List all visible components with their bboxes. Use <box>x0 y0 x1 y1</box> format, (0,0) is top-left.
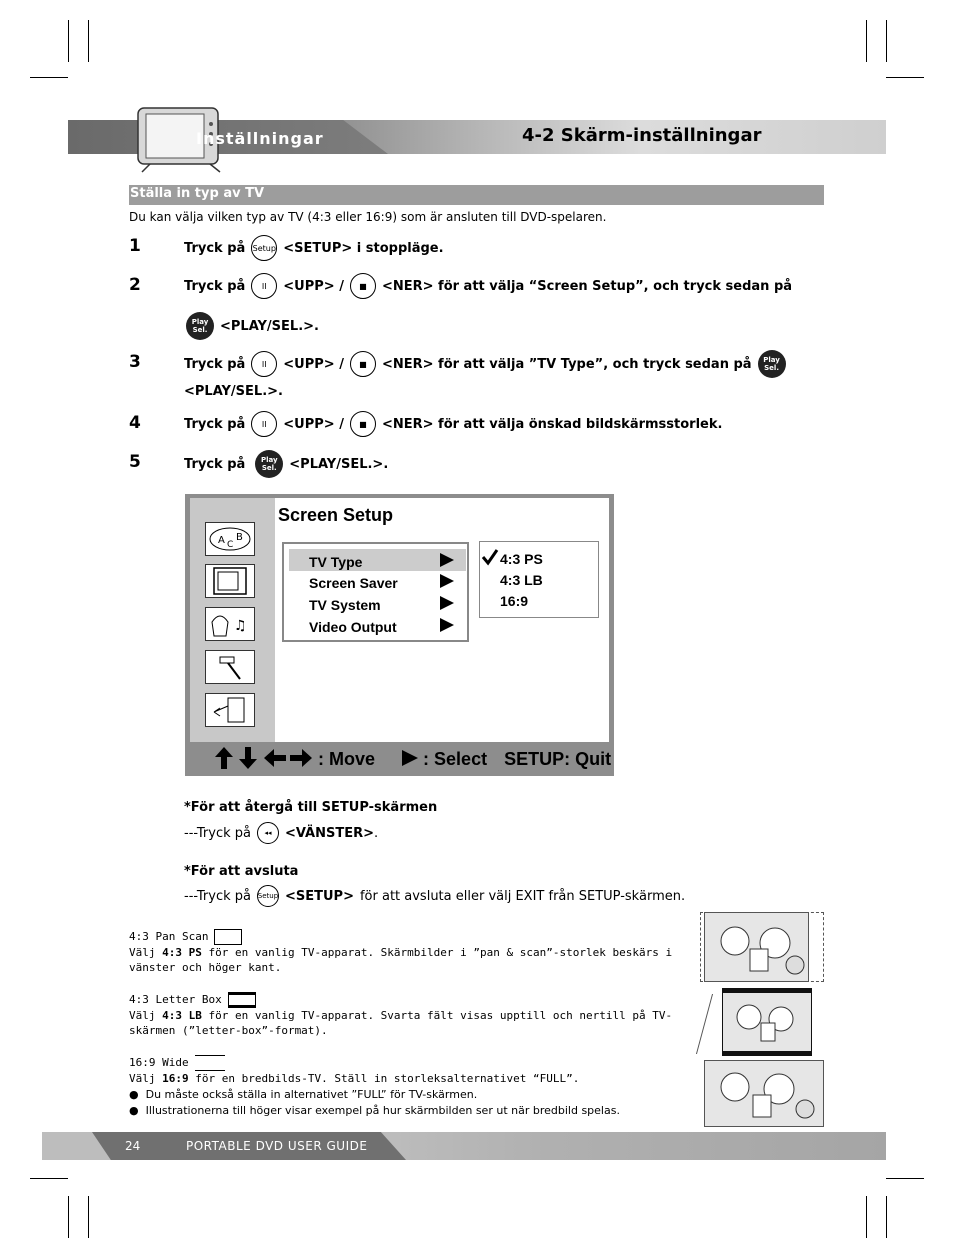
arrow-right-icon <box>440 618 454 632</box>
step-text: Tryck på <box>184 240 246 256</box>
stop-button-icon: ■ <box>350 273 376 299</box>
step-3 <box>184 350 786 378</box>
mode-desc-letter-box <box>129 1008 689 1038</box>
mode-desc-pan-scan <box>129 945 689 975</box>
page-number: 24 <box>125 1139 141 1153</box>
arrow-right-icon <box>440 574 454 588</box>
wide-icon <box>195 1055 225 1071</box>
sel-label: Sel. <box>261 464 277 472</box>
svg-text:B: B <box>236 532 243 543</box>
desc-bold: 16:9 <box>162 1072 189 1085</box>
return-note-title: *För att återgå till SETUP-skärmen <box>184 800 438 815</box>
desc-text: Välj <box>129 1009 163 1022</box>
crop-mark <box>886 1178 924 1179</box>
crop-mark <box>88 20 89 62</box>
arrow-right-icon <box>440 596 454 610</box>
letter-box-icon <box>228 992 256 1008</box>
hammer-icon[interactable] <box>205 650 255 684</box>
step-text: <NER> för att välja “Screen Setup”, och tryck sedan på <box>381 278 793 294</box>
select-arrow-icon <box>402 750 418 766</box>
step-text: <NER> för att välja ”TV Type”, och tryck sedan på <box>381 356 752 372</box>
option-4-3-lb[interactable]: 4:3 LB <box>500 572 543 588</box>
mode-title-pan-scan <box>129 929 242 945</box>
footer-guide-title: PORTABLE DVD USER GUIDE <box>186 1139 368 1153</box>
step-number: 3 <box>129 352 141 372</box>
return-note <box>184 822 378 844</box>
play-label: Play <box>260 456 278 464</box>
osd-title: Screen Setup <box>278 505 394 525</box>
note-text: ---Tryck på <box>184 888 251 904</box>
crop-mark <box>68 20 69 62</box>
step-2 <box>184 273 792 299</box>
desc-text: Välj <box>129 1072 163 1085</box>
wide-illustration <box>704 1060 824 1127</box>
step-1 <box>184 235 444 261</box>
desc-bold: 4:3 PS <box>162 946 202 959</box>
language-icon[interactable] <box>205 522 255 556</box>
page-title: 4-2 Skärm-inställningar <box>522 125 762 146</box>
bullet-text: Illustrationerna till höger visar exempel på hur skärmbilden ser ut när bredbild spelas. <box>145 1104 620 1117</box>
play-label: Play <box>191 318 209 326</box>
step-text: <UPP> / <box>283 416 344 432</box>
step-text: <UPP> / <box>283 356 344 372</box>
tv-screen-icon[interactable] <box>205 564 255 598</box>
pan-scan-crop-outline <box>700 912 824 982</box>
section-heading-bar <box>129 185 824 205</box>
crop-mark <box>886 77 924 78</box>
intro-text: Du kan välja vilken typ av TV (4:3 eller 16:9) som är ansluten till DVD-spelaren. <box>129 210 607 224</box>
note-key: <SETUP> <box>284 888 354 904</box>
section-title: Ställa in typ av TV <box>130 186 265 201</box>
exit-note <box>184 885 685 907</box>
sel-label: Sel. <box>764 364 779 372</box>
step-2-line-2 <box>186 312 319 340</box>
note-text: . <box>374 825 379 841</box>
step-5 <box>184 450 388 478</box>
desc-text: Välj <box>129 946 163 959</box>
mode-title-wide <box>129 1055 225 1071</box>
note-text: för att avsluta eller välj EXIT från SETUP-skärmen. <box>359 888 686 904</box>
crop-mark <box>866 20 867 62</box>
crop-mark <box>30 77 68 78</box>
desc-text: för en vanlig TV-apparat. Skärmbilder i ”pan & scan”-storlek beskärs i vänster och höger kant. <box>129 946 673 974</box>
step-text: <PLAY/SEL.>. <box>220 318 319 334</box>
desc-bold: 4:3 LB <box>162 1009 202 1022</box>
checkmark-icon <box>481 548 499 566</box>
move-arrows-icon <box>214 747 314 769</box>
step-text: Tryck på <box>184 456 246 472</box>
setup-button-icon: Setup <box>251 235 277 261</box>
note-key: <VÄNSTER> <box>284 825 375 841</box>
mode-title: 16:9 Wide <box>129 1056 189 1069</box>
rewind-button-icon: ◂◂ <box>257 822 279 844</box>
mode-title: 4:3 Letter Box <box>129 993 222 1006</box>
audio-icon[interactable] <box>205 607 255 641</box>
header-left-title: Inställningar <box>196 129 324 148</box>
letter-box-illustration <box>722 988 812 1056</box>
osd-footer <box>318 749 611 770</box>
quit-label: SETUP: Quit <box>504 749 612 769</box>
step-text: <PLAY/SEL.>. <box>289 456 389 472</box>
step-text: Tryck på <box>184 278 246 294</box>
step-text: <PLAY/SEL.>. <box>184 384 283 399</box>
crop-mark <box>30 1178 68 1179</box>
step-number: 2 <box>129 275 141 295</box>
crop-mark <box>68 1196 69 1238</box>
crop-mark <box>88 1196 89 1238</box>
exit-note-title: *För att avsluta <box>184 864 299 879</box>
step-3-line-2 <box>184 384 283 399</box>
step-text: <UPP> / <box>283 278 344 294</box>
step-text: <NER> för att välja önskad bildskärmsstorlek. <box>381 416 723 432</box>
pause-button-icon: II <box>251 351 277 377</box>
setup-button-icon: Setup <box>257 885 279 907</box>
move-label: : Move <box>318 749 376 769</box>
bullet-item: ● Du måste också ställa in alternativet ”FULL” för TV-skärmen. <box>129 1088 478 1101</box>
bullet-text: Du måste också ställa in alternativet ”FULL” för TV-skärmen. <box>145 1088 478 1101</box>
select-label: : Select <box>423 749 488 769</box>
menu-item-video-output[interactable]: Video Output <box>309 619 397 635</box>
sel-label: Sel. <box>192 326 208 334</box>
option-16-9[interactable]: 16:9 <box>500 593 529 609</box>
pause-button-icon: II <box>251 411 277 437</box>
step-text: Tryck på <box>184 416 246 432</box>
stop-button-icon: ■ <box>350 411 376 437</box>
bullet-item: ● Illustrationerna till höger visar exempel på hur skärmbilden ser ut när bredbild spelas. <box>129 1104 620 1117</box>
step-text: Tryck på <box>184 356 246 372</box>
svg-text:A: A <box>218 535 225 546</box>
play-sel-button-icon <box>255 450 283 478</box>
menu-item-tv-type[interactable]: TV Type <box>309 554 363 570</box>
play-label: Play <box>763 356 780 364</box>
svg-text:C: C <box>227 540 234 550</box>
play-sel-button-icon <box>186 312 214 340</box>
step-4 <box>184 411 722 437</box>
step-text: <SETUP> i stoppläge. <box>283 240 444 256</box>
stop-button-icon: ■ <box>350 351 376 377</box>
exit-icon[interactable] <box>205 693 255 727</box>
svg-text:♫: ♫ <box>234 618 247 634</box>
arrow-right-icon <box>440 553 454 567</box>
option-4-3-ps[interactable]: 4:3 PS <box>500 551 543 567</box>
menu-item-tv-system[interactable]: TV System <box>309 597 381 613</box>
mode-desc-wide <box>129 1071 689 1086</box>
crop-mark <box>886 1196 887 1238</box>
menu-item-screen-saver[interactable]: Screen Saver <box>309 575 398 591</box>
step-number: 5 <box>129 452 141 472</box>
desc-text: för en bredbilds-TV. Ställ in storleksalternativet “FULL”. <box>188 1072 580 1085</box>
step-number: 4 <box>129 413 141 433</box>
crop-mark <box>886 20 887 62</box>
mode-title: 4:3 Pan Scan <box>129 930 209 943</box>
step-number: 1 <box>129 236 141 256</box>
pan-scan-icon <box>214 929 242 945</box>
crop-mark <box>866 1196 867 1238</box>
mode-title-letter-box <box>129 992 256 1008</box>
play-sel-button-icon <box>758 350 786 378</box>
pause-button-icon: II <box>251 273 277 299</box>
desc-text: för en vanlig TV-apparat. Svarta fält visas upptill och nertill på TV-skärmen (”letter-box”-format). <box>129 1009 673 1037</box>
note-text: ---Tryck på <box>184 825 251 841</box>
